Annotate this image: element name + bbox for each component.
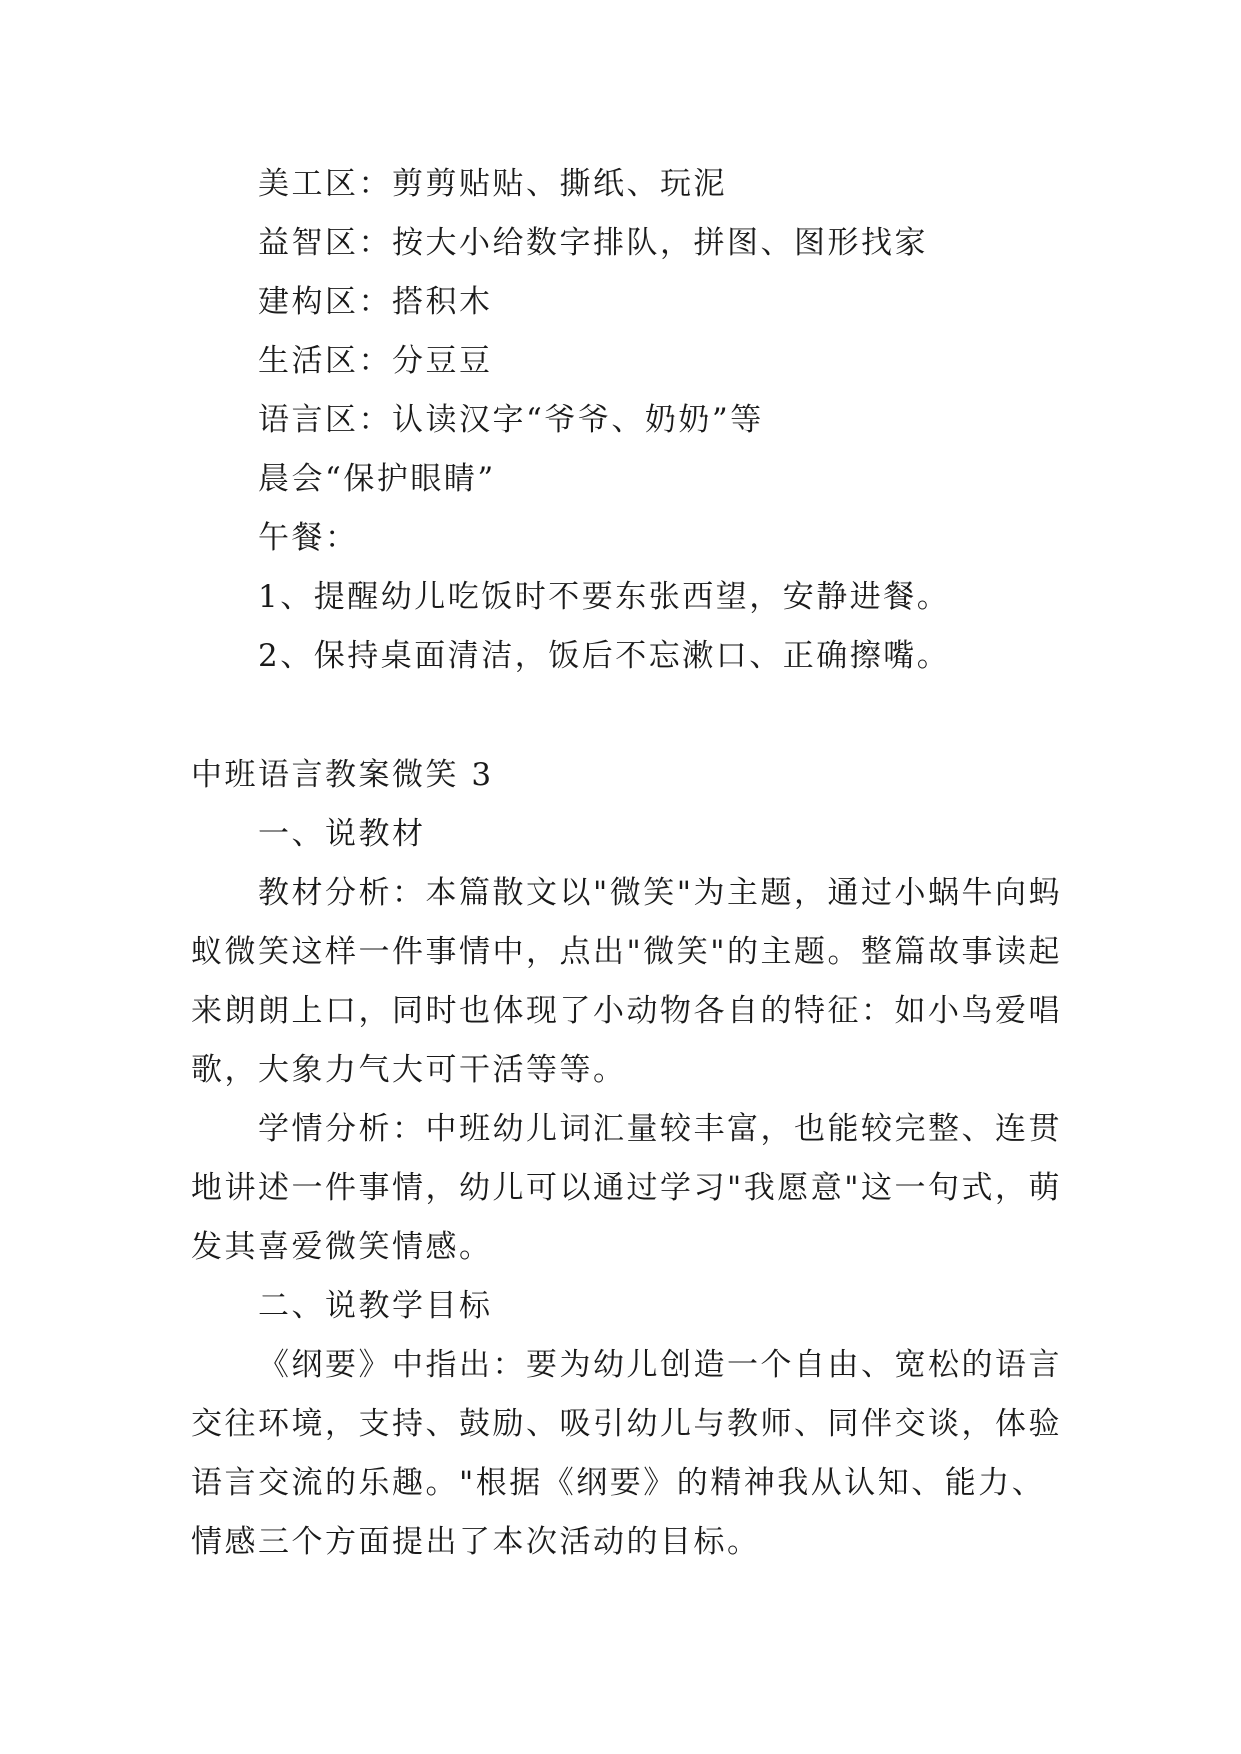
para-material-line-3: 来朗朗上口，同时也体现了小动物各自的特征：如小鸟爱唱 [191, 993, 1062, 1029]
area-language: 语言区：认读汉字“爷爷、奶奶”等 [258, 402, 764, 438]
para-learner-line-1: 学情分析：中班幼儿词汇量较丰富，也能较完整、连贯 [258, 1111, 1062, 1147]
para-material-line-2: 蚁微笑这样一件事情中，点出"微笑"的主题。整篇故事读起 [191, 934, 1063, 970]
para-outline-line-1: 《纲要》中指出：要为幼儿创造一个自由、宽松的语言 [258, 1347, 1062, 1383]
lunch-heading: 午餐： [258, 520, 359, 556]
area-life: 生活区：分豆豆 [258, 343, 493, 379]
para-material-line-1: 教材分析：本篇散文以"微笑"为主题，通过小蜗牛向蚂 [258, 875, 1063, 911]
heading-teaching-goals: 二、说教学目标 [258, 1288, 493, 1324]
area-building: 建构区：搭积木 [258, 284, 493, 320]
area-puzzle: 益智区：按大小给数字排队，拼图、图形找家 [258, 225, 928, 261]
para-outline-line-4: 情感三个方面提出了本次活动的目标。 [191, 1524, 761, 1560]
lunch-item-1: 1、提醒幼儿吃饭时不要东张西望，安静进餐。 [258, 579, 951, 615]
morning-meeting: 晨会“保护眼睛” [258, 461, 496, 497]
para-outline-line-3: 语言交流的乐趣。"根据《纲要》的精神我从认知、能力、 [191, 1465, 1046, 1501]
para-outline-line-2: 交往环境，支持、鼓励、吸引幼儿与教师、同伴交谈，体验 [191, 1406, 1062, 1442]
lesson-title: 中班语言教案微笑 3 [191, 757, 494, 793]
para-learner-line-2: 地讲述一件事情，幼儿可以通过学习"我愿意"这一句式，萌 [191, 1170, 1063, 1206]
lunch-item-2: 2、保持桌面清洁，饭后不忘漱口、正确擦嘴。 [258, 638, 951, 674]
para-material-line-4: 歌，大象力气大可干活等等。 [191, 1052, 627, 1088]
para-learner-line-3: 发其喜爱微笑情感。 [191, 1229, 493, 1265]
heading-teaching-material: 一、说教材 [258, 816, 426, 852]
area-art: 美工区：剪剪贴贴、撕纸、玩泥 [258, 166, 727, 202]
